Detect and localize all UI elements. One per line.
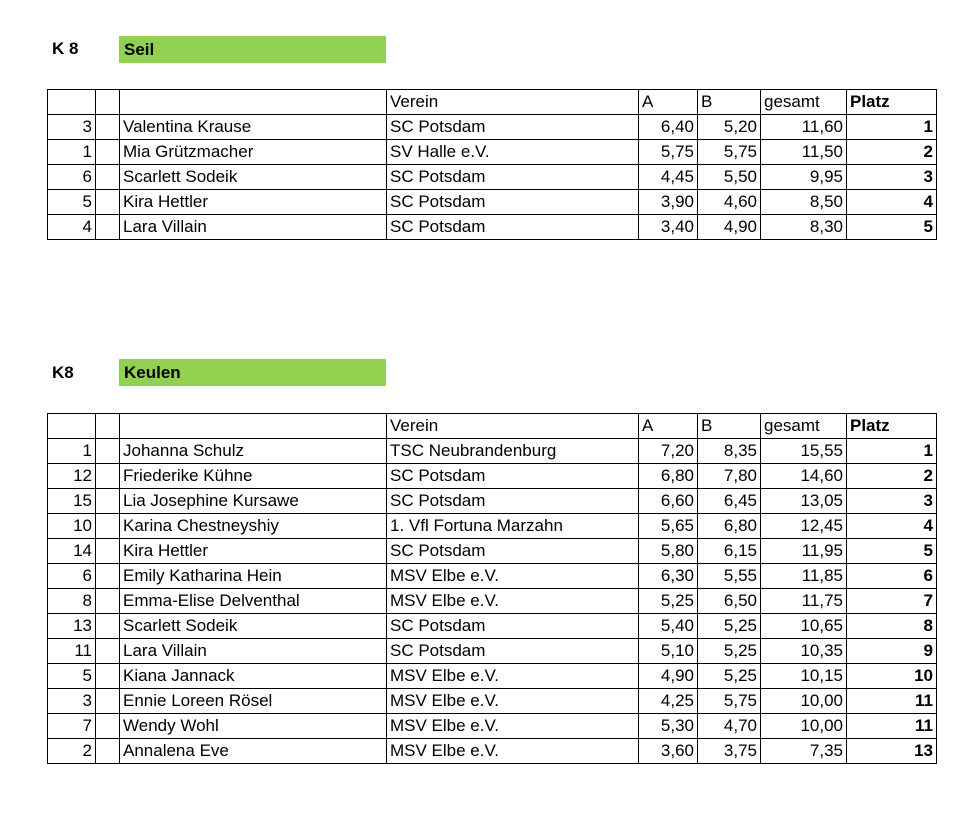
- gymnast-name-cell: Emma-Elise Delventhal: [120, 589, 387, 614]
- total-score-cell: 10,00: [761, 689, 847, 714]
- gymnast-name-cell: Lara Villain: [120, 215, 387, 240]
- blank-cell: [96, 514, 120, 539]
- score-a-cell: 4,90: [639, 664, 698, 689]
- table-row: [48, 514, 937, 539]
- score-a-cell: 6,80: [639, 464, 698, 489]
- score-b-cell: 4,90: [698, 215, 761, 240]
- blank-cell: [96, 115, 120, 140]
- club-cell: MSV Elbe e.V.: [387, 664, 639, 689]
- score-b-cell: 5,25: [698, 664, 761, 689]
- score-a-cell: 5,80: [639, 539, 698, 564]
- club-cell: MSV Elbe e.V.: [387, 589, 639, 614]
- table-row: [48, 215, 937, 240]
- score-b-cell: 5,50: [698, 165, 761, 190]
- club-cell: SC Potsdam: [387, 165, 639, 190]
- start-number-cell: 2: [48, 739, 96, 764]
- score-a-cell: 6,60: [639, 489, 698, 514]
- rank-cell: 13: [847, 739, 937, 764]
- start-number-cell: 10: [48, 514, 96, 539]
- table-header-row: [48, 414, 937, 439]
- score-b-cell: 6,80: [698, 514, 761, 539]
- rank-cell: 7: [847, 589, 937, 614]
- score-a-cell: 4,25: [639, 689, 698, 714]
- club-cell: TSC Neubrandenburg: [387, 439, 639, 464]
- blank-cell: [96, 489, 120, 514]
- total-score-cell: 11,50: [761, 140, 847, 165]
- start-number-cell: 11: [48, 639, 96, 664]
- gymnast-name-cell: Friederike Kühne: [120, 464, 387, 489]
- table-row: [48, 589, 937, 614]
- gymnast-name-cell: Kira Hettler: [120, 539, 387, 564]
- total-score-cell: 12,45: [761, 514, 847, 539]
- total-score-cell: 10,15: [761, 664, 847, 689]
- score-b-cell: 6,45: [698, 489, 761, 514]
- score-b-cell: 7,80: [698, 464, 761, 489]
- score-a-cell: 7,20: [639, 439, 698, 464]
- total-score-cell: 8,30: [761, 215, 847, 240]
- total-score-cell: 7,35: [761, 739, 847, 764]
- blank-cell: [96, 689, 120, 714]
- score-a-cell: 4,45: [639, 165, 698, 190]
- total-score-cell: 10,65: [761, 614, 847, 639]
- blank-cell: [96, 664, 120, 689]
- table-row: [48, 115, 937, 140]
- blank-cell: [96, 215, 120, 240]
- club-cell: SC Potsdam: [387, 614, 639, 639]
- total-score-cell: 9,95: [761, 165, 847, 190]
- header-a: A: [639, 90, 698, 115]
- score-a-cell: 5,65: [639, 514, 698, 539]
- gymnast-name-cell: Scarlett Sodeik: [120, 165, 387, 190]
- table-row: [48, 714, 937, 739]
- score-a-cell: 6,40: [639, 115, 698, 140]
- gymnast-name-cell: Mia Grützmacher: [120, 140, 387, 165]
- table-header-row: [48, 90, 937, 115]
- blank-cell: [96, 140, 120, 165]
- score-b-cell: 5,25: [698, 639, 761, 664]
- total-score-cell: 10,35: [761, 639, 847, 664]
- score-b-cell: 5,20: [698, 115, 761, 140]
- score-b-cell: 3,75: [698, 739, 761, 764]
- blank-cell: [96, 639, 120, 664]
- club-cell: SC Potsdam: [387, 539, 639, 564]
- rank-cell: 8: [847, 614, 937, 639]
- start-number-cell: 12: [48, 464, 96, 489]
- total-score-cell: 11,60: [761, 115, 847, 140]
- club-cell: MSV Elbe e.V.: [387, 714, 639, 739]
- apparatus-label: Seil: [119, 36, 386, 63]
- header-name: [120, 414, 387, 439]
- score-b-cell: 6,50: [698, 589, 761, 614]
- apparatus-label: Keulen: [119, 359, 386, 386]
- start-number-cell: 4: [48, 215, 96, 240]
- table-row: [48, 140, 937, 165]
- table-row: [48, 664, 937, 689]
- score-b-cell: 4,60: [698, 190, 761, 215]
- header-platz: Platz: [847, 414, 937, 439]
- rank-cell: 5: [847, 539, 937, 564]
- header-verein: Verein: [387, 90, 639, 115]
- club-cell: SC Potsdam: [387, 489, 639, 514]
- table-body: [48, 439, 937, 764]
- gymnast-name-cell: Lia Josephine Kursawe: [120, 489, 387, 514]
- total-score-cell: 13,05: [761, 489, 847, 514]
- rank-cell: 4: [847, 514, 937, 539]
- blank-cell: [96, 564, 120, 589]
- gymnast-name-cell: Lara Villain: [120, 639, 387, 664]
- header-gesamt: gesamt: [761, 414, 847, 439]
- rank-cell: 10: [847, 664, 937, 689]
- total-score-cell: 8,50: [761, 190, 847, 215]
- rank-cell: 2: [847, 464, 937, 489]
- blank-cell: [96, 714, 120, 739]
- blank-cell: [96, 439, 120, 464]
- gymnast-name-cell: Johanna Schulz: [120, 439, 387, 464]
- gymnast-name-cell: Wendy Wohl: [120, 714, 387, 739]
- header-num: [48, 414, 96, 439]
- gymnast-name-cell: Emily Katharina Hein: [120, 564, 387, 589]
- score-a-cell: 6,30: [639, 564, 698, 589]
- rank-cell: 9: [847, 639, 937, 664]
- gymnast-name-cell: Scarlett Sodeik: [120, 614, 387, 639]
- start-number-cell: 1: [48, 439, 96, 464]
- header-gesamt: gesamt: [761, 90, 847, 115]
- table-row: [48, 464, 937, 489]
- rank-cell: 6: [847, 564, 937, 589]
- results-table-seil: [47, 89, 937, 240]
- table-row: [48, 564, 937, 589]
- rank-cell: 2: [847, 140, 937, 165]
- start-number-cell: 1: [48, 140, 96, 165]
- header-verein: Verein: [387, 414, 639, 439]
- rank-cell: 1: [847, 439, 937, 464]
- header-num: [48, 90, 96, 115]
- start-number-cell: 5: [48, 664, 96, 689]
- total-score-cell: 11,85: [761, 564, 847, 589]
- blank-cell: [96, 614, 120, 639]
- club-cell: MSV Elbe e.V.: [387, 689, 639, 714]
- header-name: [120, 90, 387, 115]
- header-b: B: [698, 90, 761, 115]
- gymnast-name-cell: Kiana Jannack: [120, 664, 387, 689]
- table-row: [48, 489, 937, 514]
- score-a-cell: 3,40: [639, 215, 698, 240]
- rank-cell: 5: [847, 215, 937, 240]
- start-number-cell: 6: [48, 564, 96, 589]
- gymnast-name-cell: Annalena Eve: [120, 739, 387, 764]
- gymnast-name-cell: Karina Chestneyshiy: [120, 514, 387, 539]
- total-score-cell: 11,75: [761, 589, 847, 614]
- header-b: B: [698, 414, 761, 439]
- blank-cell: [96, 589, 120, 614]
- club-cell: SC Potsdam: [387, 464, 639, 489]
- rank-cell: 4: [847, 190, 937, 215]
- score-a-cell: 5,30: [639, 714, 698, 739]
- start-number-cell: 5: [48, 190, 96, 215]
- club-cell: MSV Elbe e.V.: [387, 564, 639, 589]
- gymnast-name-cell: Kira Hettler: [120, 190, 387, 215]
- club-cell: MSV Elbe e.V.: [387, 739, 639, 764]
- rank-cell: 3: [847, 165, 937, 190]
- rank-cell: 11: [847, 689, 937, 714]
- rank-cell: 1: [847, 115, 937, 140]
- club-cell: 1. Vfl Fortuna Marzahn: [387, 514, 639, 539]
- table-row: [48, 190, 937, 215]
- table-row: [48, 439, 937, 464]
- score-b-cell: 5,75: [698, 689, 761, 714]
- score-a-cell: 5,25: [639, 589, 698, 614]
- header-blank: [96, 90, 120, 115]
- total-score-cell: 15,55: [761, 439, 847, 464]
- club-cell: SC Potsdam: [387, 215, 639, 240]
- score-a-cell: 5,40: [639, 614, 698, 639]
- blank-cell: [96, 739, 120, 764]
- gymnast-name-cell: Valentina Krause: [120, 115, 387, 140]
- table-row: [48, 165, 937, 190]
- start-number-cell: 6: [48, 165, 96, 190]
- table-row: [48, 689, 937, 714]
- table-row: [48, 639, 937, 664]
- gymnast-name-cell: Ennie Loreen Rösel: [120, 689, 387, 714]
- score-b-cell: 5,55: [698, 564, 761, 589]
- category-code: K8: [52, 363, 74, 382]
- header-platz: Platz: [847, 90, 937, 115]
- club-cell: SC Potsdam: [387, 115, 639, 140]
- blank-cell: [96, 464, 120, 489]
- start-number-cell: 3: [48, 689, 96, 714]
- score-a-cell: 5,10: [639, 639, 698, 664]
- rank-cell: 11: [847, 714, 937, 739]
- start-number-cell: 3: [48, 115, 96, 140]
- table-row: [48, 614, 937, 639]
- start-number-cell: 13: [48, 614, 96, 639]
- score-a-cell: 5,75: [639, 140, 698, 165]
- club-cell: SC Potsdam: [387, 190, 639, 215]
- start-number-cell: 7: [48, 714, 96, 739]
- header-a: A: [639, 414, 698, 439]
- score-b-cell: 5,25: [698, 614, 761, 639]
- score-b-cell: 6,15: [698, 539, 761, 564]
- table-row: [48, 739, 937, 764]
- blank-cell: [96, 190, 120, 215]
- start-number-cell: 14: [48, 539, 96, 564]
- blank-cell: [96, 165, 120, 190]
- results-table-keulen: [47, 413, 937, 764]
- header-blank: [96, 414, 120, 439]
- category-code: K 8: [52, 39, 79, 58]
- rank-cell: 3: [847, 489, 937, 514]
- table-row: [48, 539, 937, 564]
- score-a-cell: 3,90: [639, 190, 698, 215]
- club-cell: SC Potsdam: [387, 639, 639, 664]
- score-b-cell: 5,75: [698, 140, 761, 165]
- blank-cell: [96, 539, 120, 564]
- score-b-cell: 8,35: [698, 439, 761, 464]
- table-body: [48, 115, 937, 240]
- total-score-cell: 11,95: [761, 539, 847, 564]
- score-a-cell: 3,60: [639, 739, 698, 764]
- total-score-cell: 10,00: [761, 714, 847, 739]
- start-number-cell: 8: [48, 589, 96, 614]
- club-cell: SV Halle e.V.: [387, 140, 639, 165]
- score-b-cell: 4,70: [698, 714, 761, 739]
- total-score-cell: 14,60: [761, 464, 847, 489]
- start-number-cell: 15: [48, 489, 96, 514]
